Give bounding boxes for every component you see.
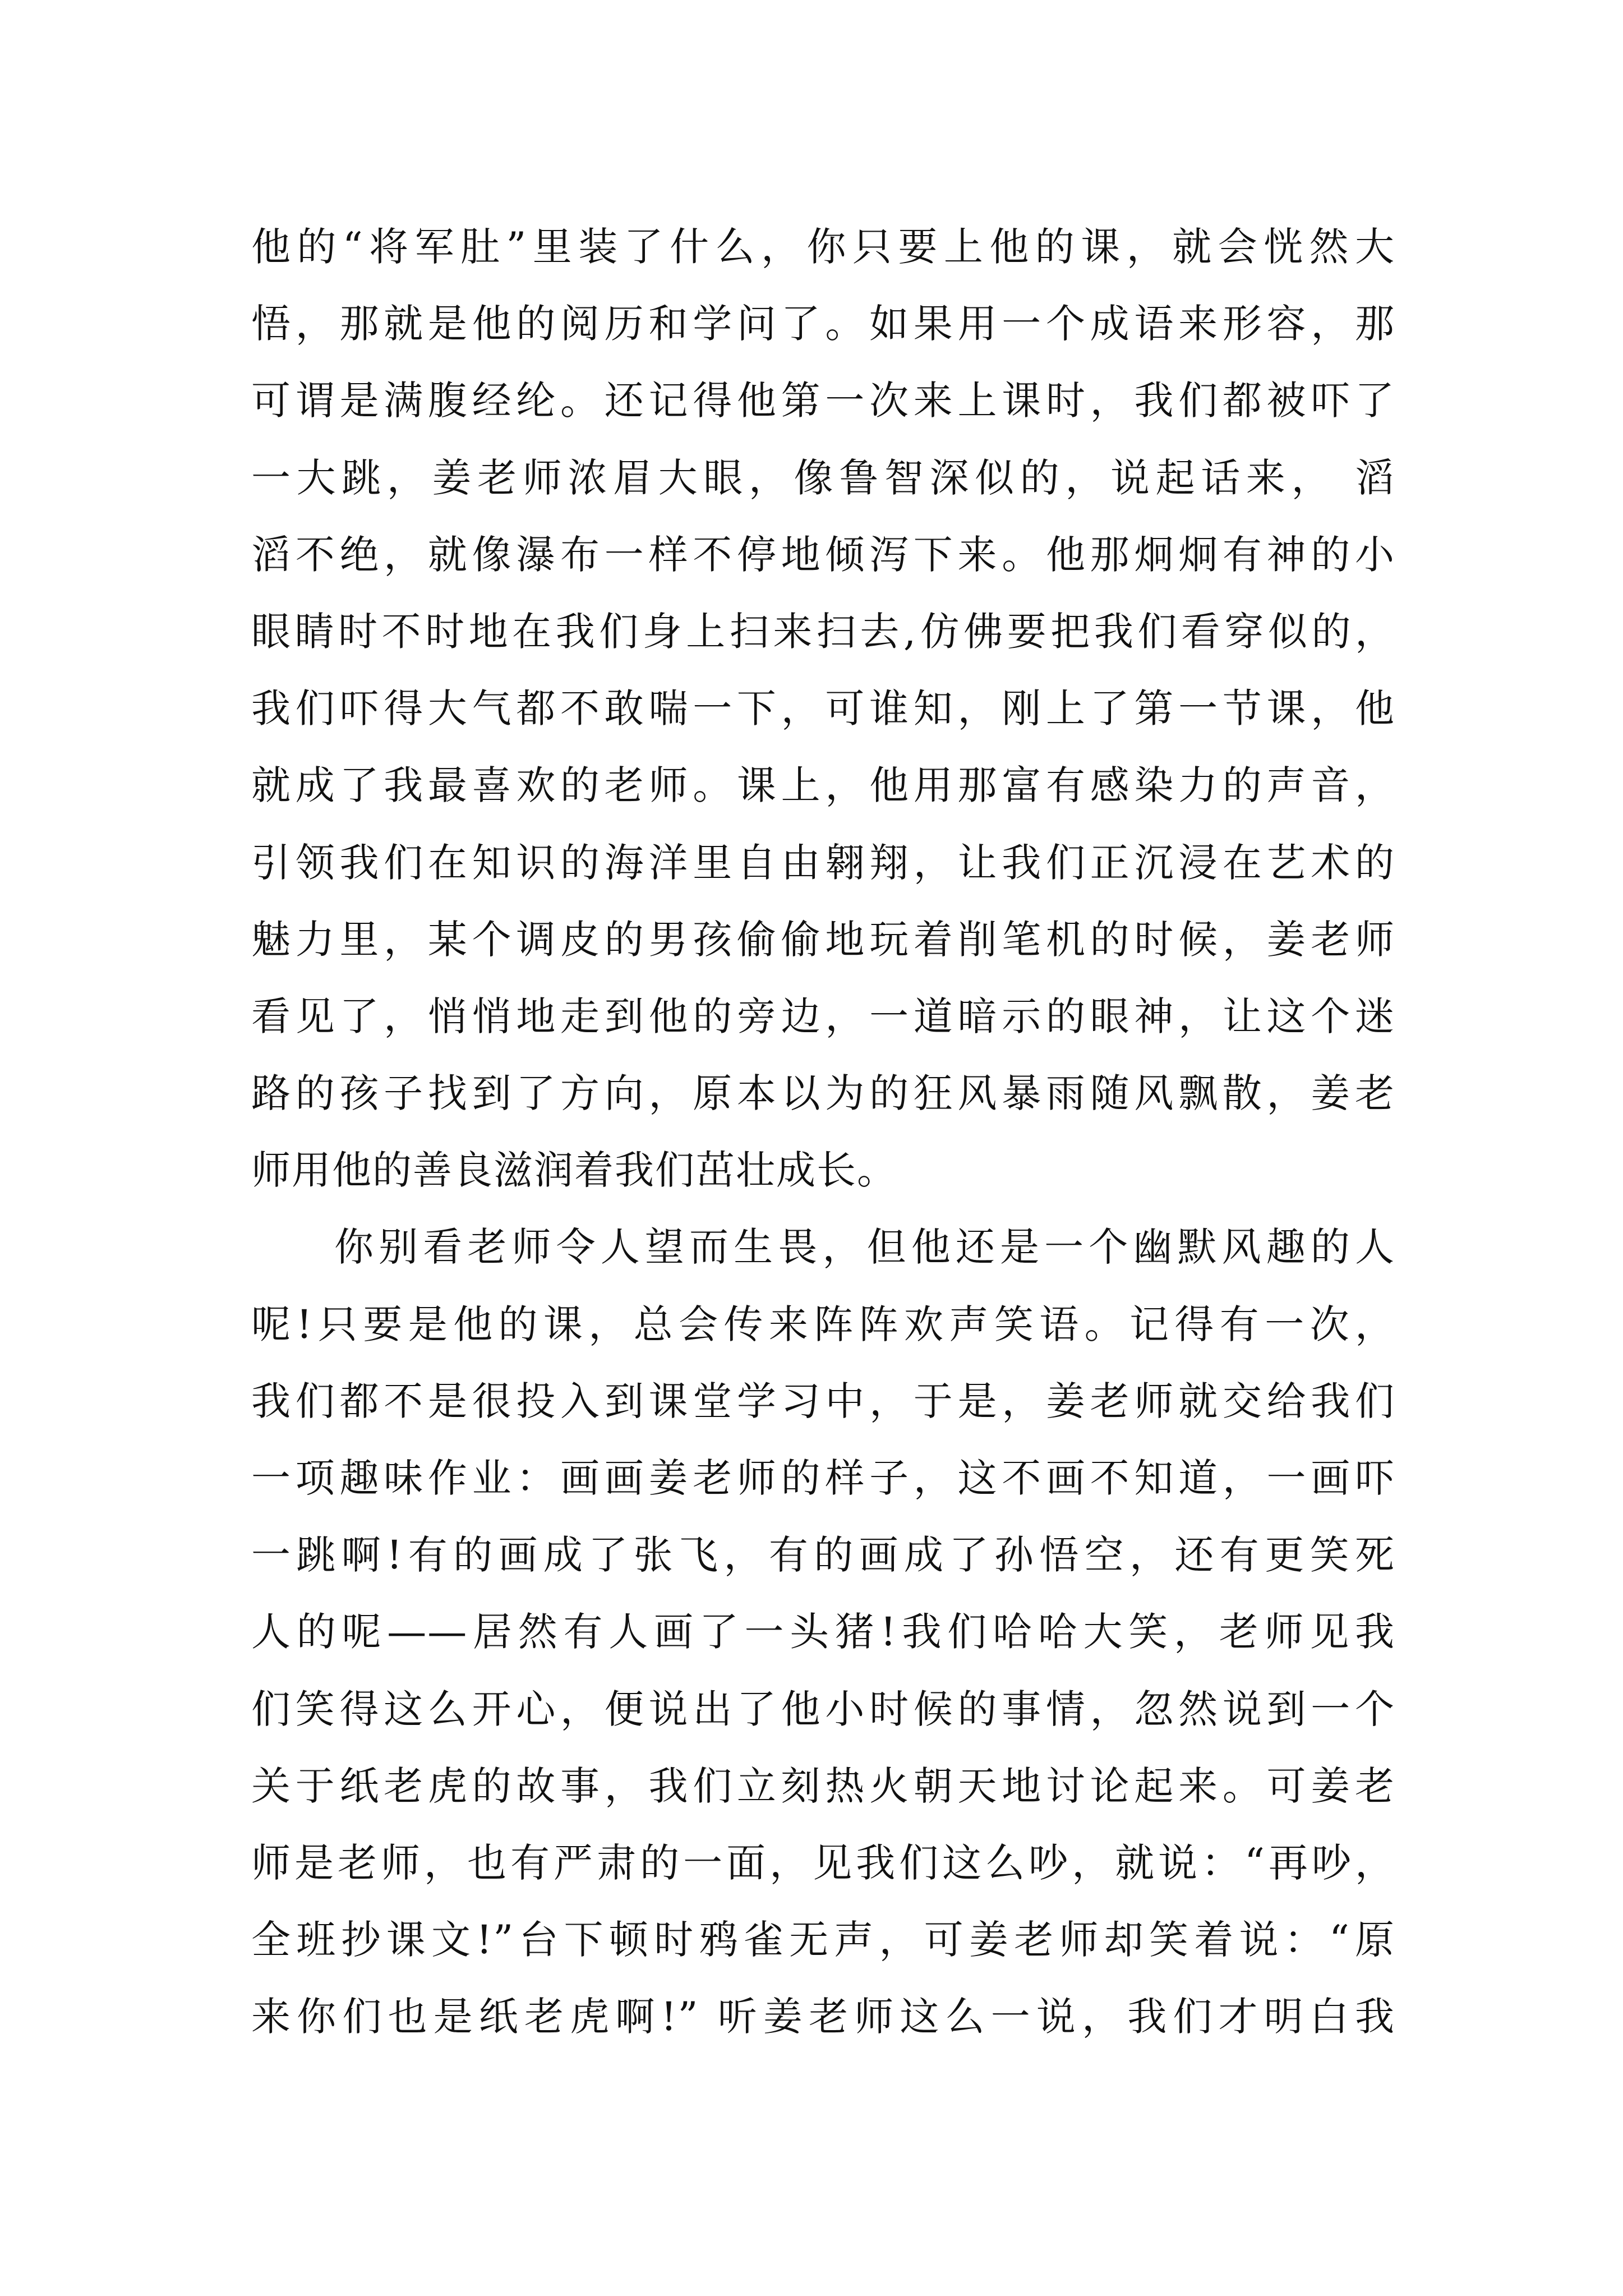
text-line: 你别看老师令人望而生畏，但他还是一个幽默风趣的人: [334, 1224, 1395, 1271]
text-line: 们笑得这么开心，便说出了他小时候的事情，忽然说到一个: [251, 1686, 1395, 1732]
text-line: 我们都不是很投入到课堂学习中，于是，姜老师就交给我们: [251, 1378, 1395, 1424]
text-line: 他的“将军肚”里装了什么，你只要上他的课，就会恍然大: [251, 224, 1395, 270]
text-line: 一大跳，姜老师浓眉大眼，像鲁智深似的，说起话来， 滔: [251, 454, 1395, 501]
text-line: 来你们也是纸老虎啊!” 听姜老师这么一说，我们才明白我: [251, 1994, 1395, 2040]
text-line: 可谓是满腹经纶。还记得他第一次来上课时，我们都被吓了: [251, 378, 1395, 424]
text-line: 滔不绝，就像瀑布一样不停地倾泻下来。他那炯炯有神的小: [251, 531, 1395, 578]
text-line: 关于纸老虎的故事，我们立刻热火朝天地讨论起来。可姜老: [251, 1763, 1395, 1809]
text-line: 师是老师，也有严肃的一面，见我们这么吵，就说：“再吵，: [251, 1839, 1395, 1886]
text-line: 一项趣味作业：画画姜老师的样子，这不画不知道，一画吓: [251, 1455, 1395, 1501]
text-line: 人的呢——居然有人画了一头猪!我们哈哈大笑，老师见我: [251, 1609, 1395, 1655]
text-line: 魅力里，某个调皮的男孩偷偷地玩着削笔机的时候，姜老师: [251, 916, 1395, 963]
text-line: 呢!只要是他的课，总会传来阵阵欢声笑语。记得有一次，: [251, 1301, 1395, 1347]
text-line: 悟，那就是他的阅历和学问了。如果用一个成语来形容，那: [251, 301, 1395, 347]
text-line: 我们吓得大气都不敢喘一下，可谁知，刚上了第一节课，他: [251, 685, 1395, 732]
text-line: 全班抄课文!”台下顿时鸦雀无声，可姜老师却笑着说：“原: [251, 1917, 1395, 1963]
text-line: 眼睛时不时地在我们身上扫来扫去,仿佛要把我们看穿似的，: [251, 608, 1395, 655]
text-line: 路的孩子找到了方向，原本以为的狂风暴雨随风飘散，姜老: [251, 1070, 1395, 1117]
text-line: 就成了我最喜欢的老师。课上，他用那富有感染力的声音，: [251, 762, 1395, 809]
text-line: 看见了，悄悄地走到他的旁边，一道暗示的眼神，让这个迷: [251, 993, 1395, 1039]
text-line: 引领我们在知识的海洋里自由翱翔，让我们正沉浸在艺术的: [251, 839, 1395, 886]
text-line: 师用他的善良滋润着我们茁壮成长。: [251, 1147, 897, 1194]
text-line: 一跳啊!有的画成了张飞，有的画成了孙悟空，还有更笑死: [251, 1532, 1395, 1579]
body-text: [251, 209, 1395, 2056]
